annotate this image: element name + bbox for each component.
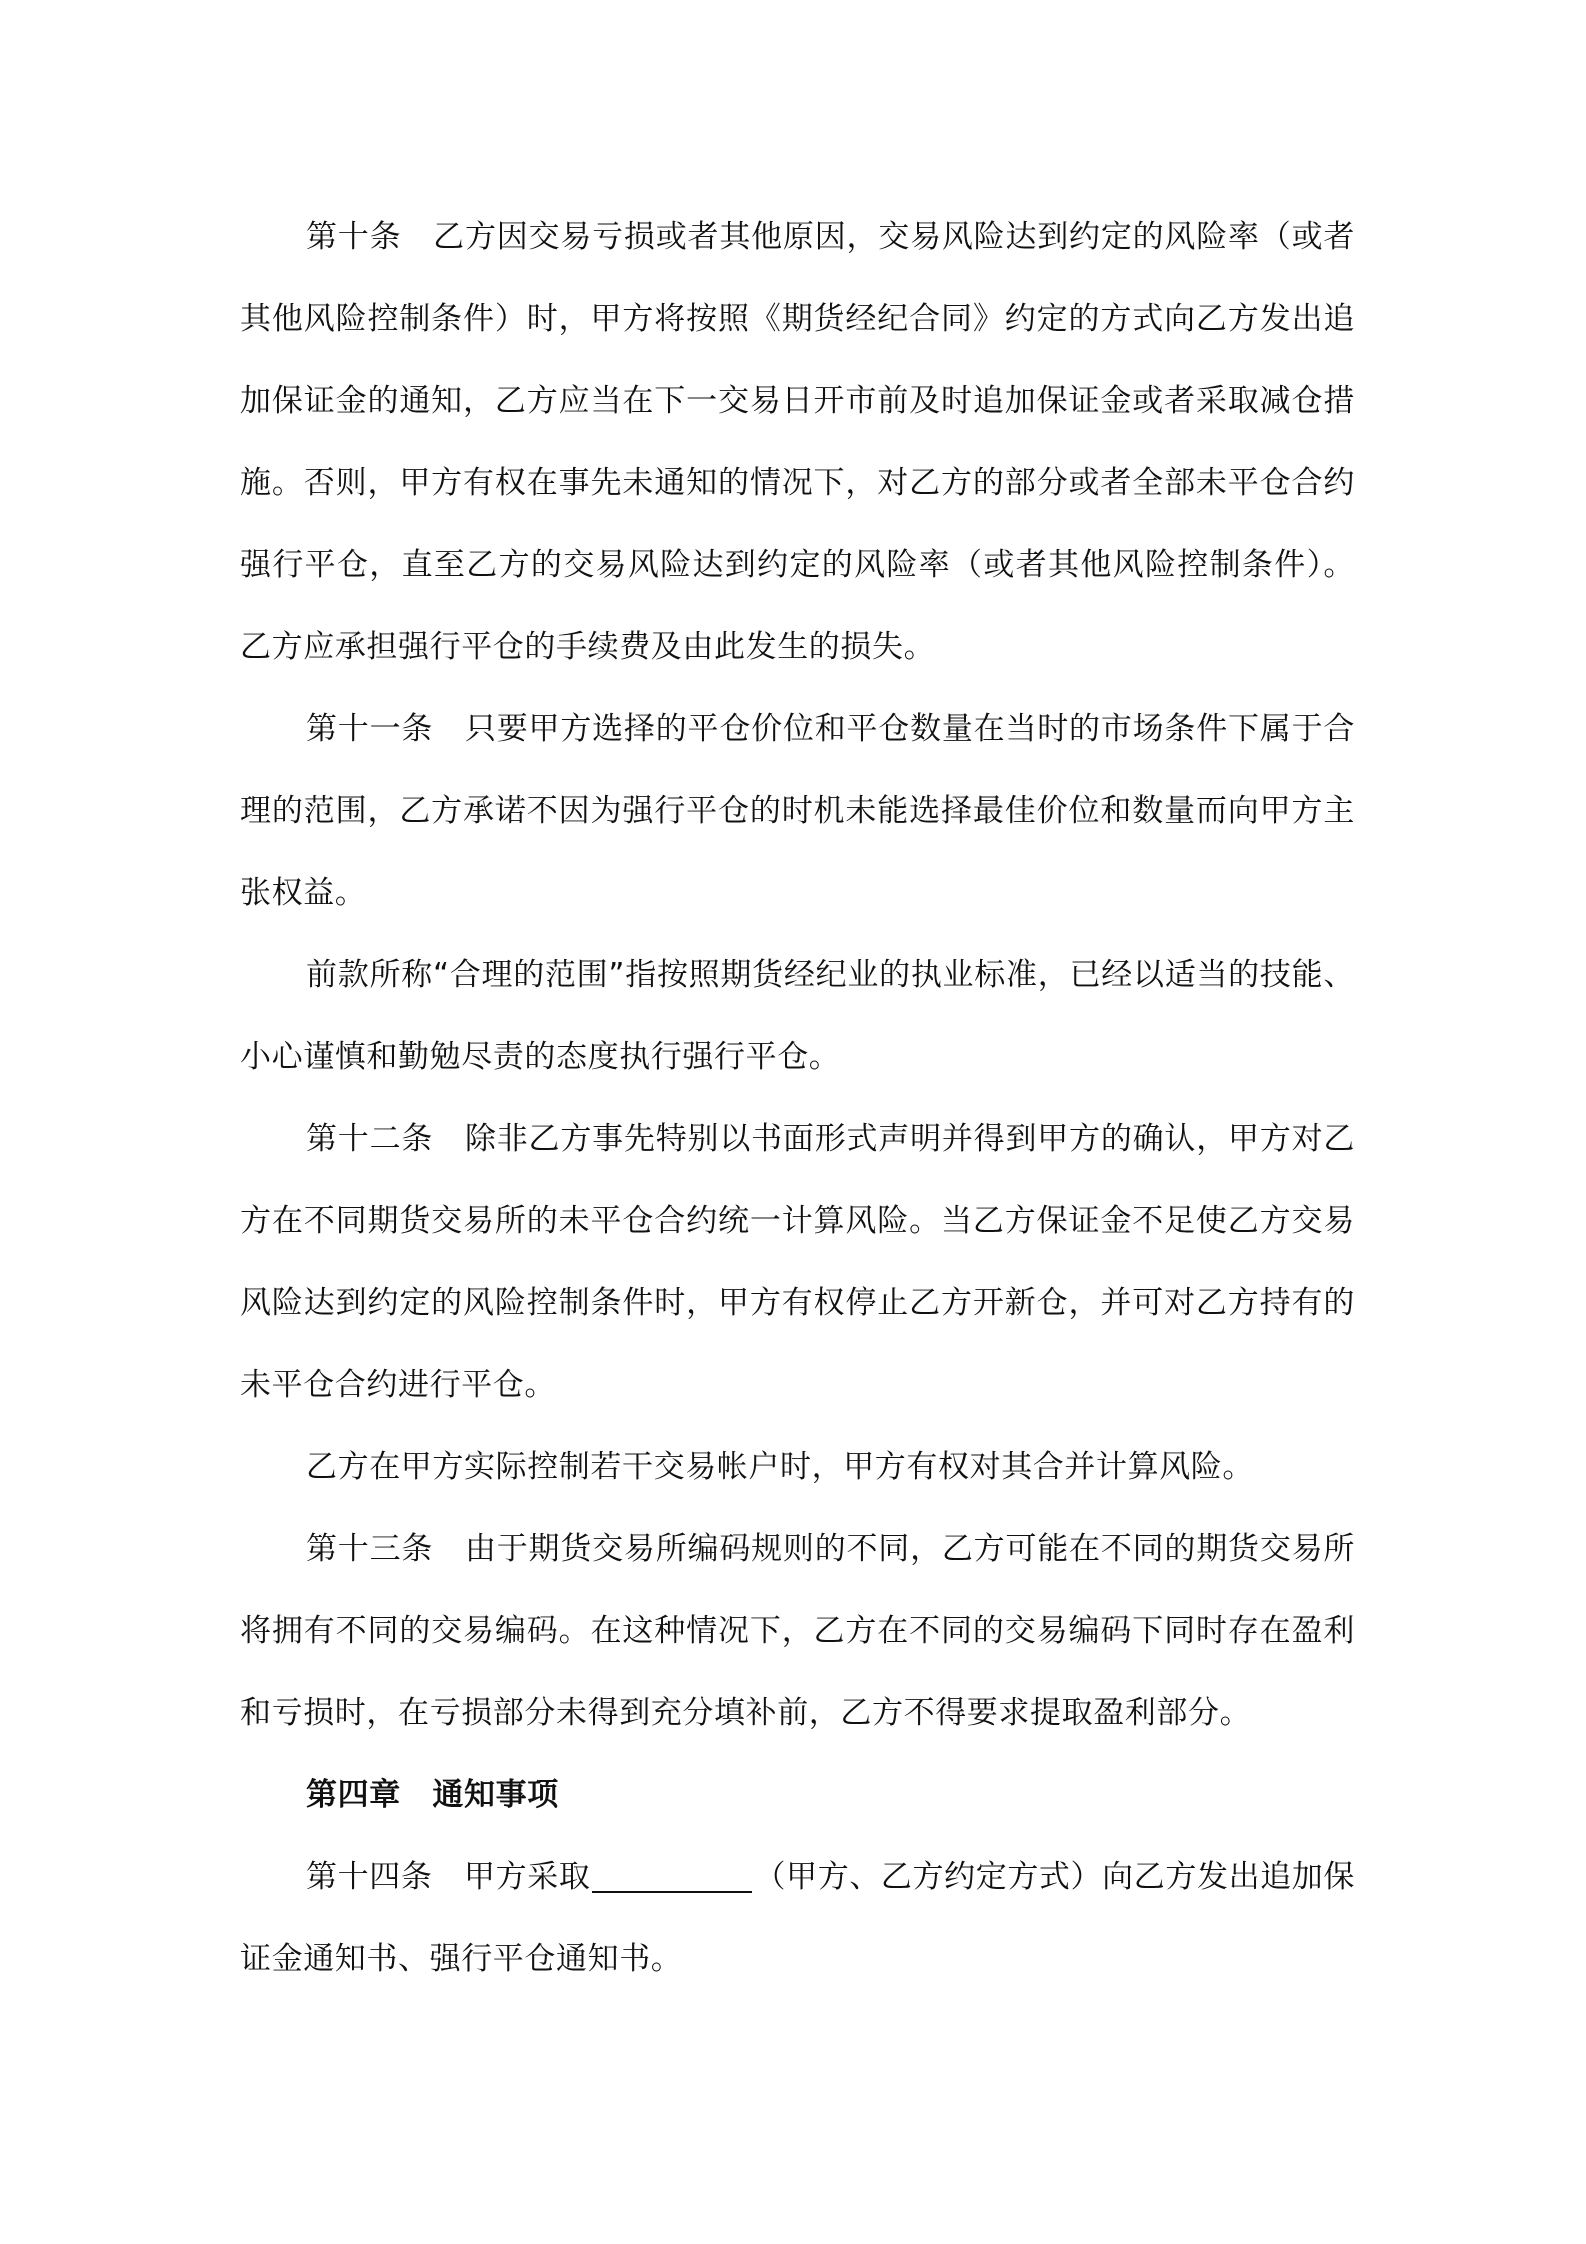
article-11-note: 前款所称“合理的范围”指按照期货经纪业的执业标准，已经以适当的技能、小心谨慎和勤勉尽责的态度执行强行平仓。 (240, 957, 1355, 1075)
chapter-4-heading: 第四章 通知事项 (306, 1777, 559, 1813)
article-14 (240, 1836, 1355, 2000)
fill-in-blank[interactable] (592, 1861, 752, 1893)
document-page (240, 196, 1355, 2000)
article-12-note: 乙方在甲方实际控制若干交易帐户时，甲方有权对其合并计算风险。 (306, 1449, 1254, 1485)
article-13: 第十三条 由于期货交易所编码规则的不同，乙方可能在不同的期货交易所将拥有不同的交易编码。在这种情况下，乙方在不同的交易编码下同时存在盈利和亏损时，在亏损部分未得到充分填补前，乙方不得要求提取盈利部分。 (240, 1531, 1355, 1731)
article-12: 第十二条 除非乙方事先特别以书面形式声明并得到甲方的确认，甲方对乙方在不同期货交易所的未平仓合约统一计算风险。当乙方保证金不足使乙方交易风险达到约定的风险控制条件时，甲方有权停止乙方开新仓，并可对乙方持有的未平仓合约进行平仓。 (240, 1121, 1355, 1403)
article-14-lead: 第十四条 甲方采取 (306, 1859, 591, 1895)
article-10: 第十条 乙方因交易亏损或者其他原因，交易风险达到约定的风险率（或者其他风险控制条件）时，甲方将按照《期货经纪合同》约定的方式向乙方发出追加保证金的通知，乙方应当在下一交易日开市前及时追加保证金或者采取减仓措施。否则，甲方有权在事先未通知的情况下，对乙方的部分或者全部未平仓合约强行平仓，直至乙方的交易风险达到约定的风险率（或者其他风险控制条件）。乙方应承担强行平仓的手续费及由此发生的损失。 (240, 219, 1355, 665)
article-11: 第十一条 只要甲方选择的平仓价位和平仓数量在当时的市场条件下属于合理的范围，乙方承诺不因为强行平仓的时机未能选择最佳价位和数量而向甲方主张权益。 (240, 711, 1355, 911)
article-14-tail: （甲方、乙方约定方式）向乙方发出追加保证金通知书、强行平仓通知书。 (240, 1859, 1355, 1977)
